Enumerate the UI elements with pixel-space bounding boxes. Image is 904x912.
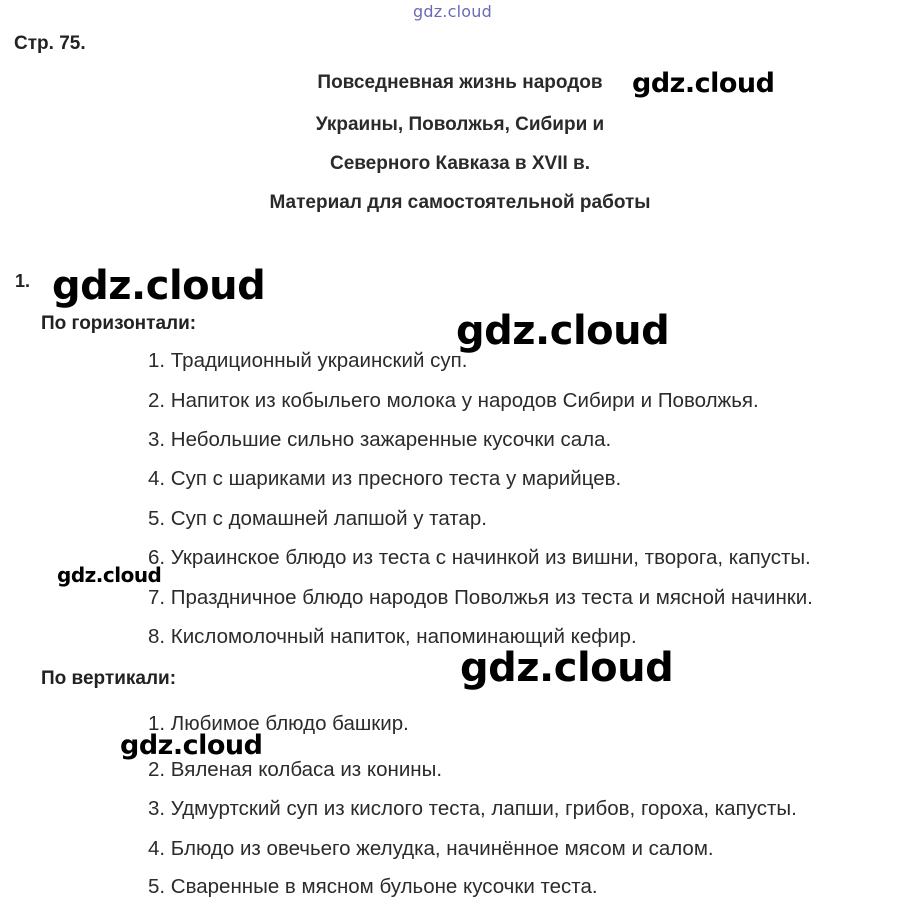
horizontal-heading: По горизонтали:: [41, 313, 197, 334]
title-line-3: Северного Кавказа в XVII в.: [329, 153, 591, 174]
vertical-heading: По вертикали:: [41, 668, 177, 689]
watermark-logo: gdz.cloud: [120, 730, 263, 761]
watermark-logo: gdz.cloud: [52, 263, 266, 309]
watermark-logo: gdz.cloud: [632, 68, 775, 99]
vertical-item-3: 3. Удмуртский суп из кислого теста, лапши, грибов, гороха, капусты.: [148, 797, 797, 820]
horizontal-item-4: 4. Суп с шариками из пресного теста у марийцев.: [148, 467, 622, 490]
horizontal-item-5: 5. Суп с домашней лапшой у татар.: [148, 507, 487, 530]
title-line-1: Повседневная жизнь народов: [317, 72, 603, 93]
horizontal-item-2: 2. Напиток из кобыльего молока у народов Сибири и Поволжья.: [148, 389, 759, 412]
page-reference: Стр. 75.: [14, 33, 86, 54]
vertical-item-4: 4. Блюдо из овечьего желудка, начинённое мясом и салом.: [148, 837, 714, 860]
horizontal-item-8: 8. Кисломолочный напиток, напоминающий кефир.: [148, 625, 637, 648]
top-watermark: gdz.cloud: [413, 2, 492, 21]
watermark-logo: gdz.cloud: [456, 308, 670, 354]
vertical-item-2: 2. Вяленая колбаса из конины.: [148, 758, 443, 781]
vertical-item-1: 1. Любимое блюдо башкир.: [148, 712, 409, 735]
vertical-item-5: 5. Сваренные в мясном бульоне кусочки теста.: [148, 875, 598, 898]
horizontal-item-3: 3. Небольшие сильно зажаренные кусочки сала.: [148, 428, 612, 451]
task-number: 1.: [15, 271, 31, 291]
title-line-4: Материал для самостоятельной работы: [269, 192, 651, 213]
title-line-2: Украины, Поволжья, Сибири и: [315, 114, 605, 135]
horizontal-item-1: 1. Традиционный украинский суп.: [148, 349, 468, 372]
watermark-logo: gdz.cloud: [57, 563, 162, 587]
horizontal-item-7: 7. Праздничное блюдо народов Поволжья из теста и мясной начинки.: [148, 586, 813, 609]
watermark-logo: gdz.cloud: [460, 645, 674, 691]
horizontal-item-6: 6. Украинское блюдо из теста с начинкой из вишни, творога, капусты.: [148, 546, 811, 569]
